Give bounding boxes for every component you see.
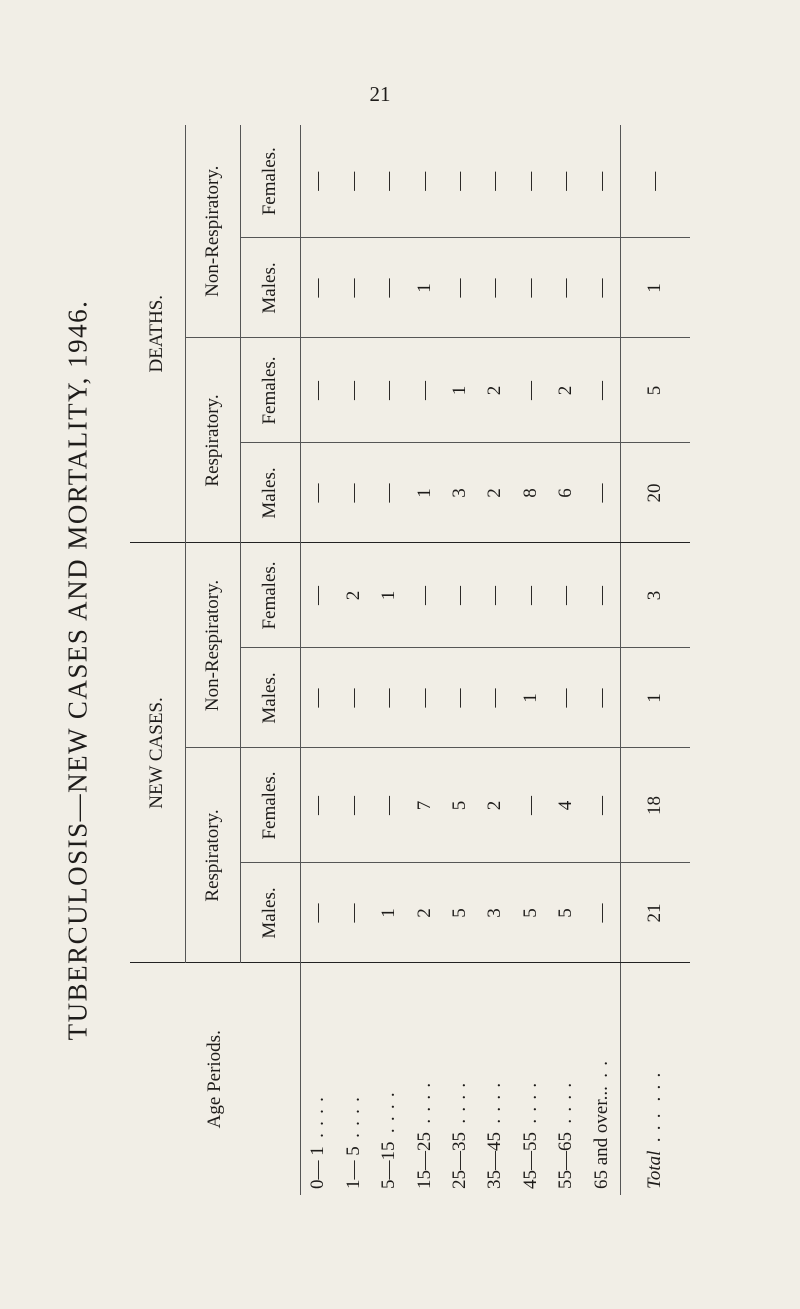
col-new-resp-males: Males. <box>240 863 300 963</box>
table-cell: — <box>584 748 620 863</box>
table-cell: — <box>548 648 583 748</box>
table-cell: — <box>442 543 477 648</box>
table-row: 15—25 .... 2 7 — — 1 — 1 — <box>407 125 442 1195</box>
table-cell: 2 <box>478 338 513 443</box>
table-cell: 1 <box>372 863 407 963</box>
table-cell: 1 <box>513 648 548 748</box>
table-row: 35—45 .... 3 2 — — 2 2 — — <box>478 125 513 1195</box>
col-new-nonresp-males: Males. <box>240 648 300 748</box>
table-cell: — <box>584 863 620 963</box>
table-cell: 5 <box>442 748 477 863</box>
table-cell: — <box>372 125 407 238</box>
table-cell: — <box>478 125 513 238</box>
table-cell: 3 <box>442 443 477 543</box>
table-cell: — <box>300 863 336 963</box>
age-period-label: 35—45 <box>484 1132 506 1189</box>
age-period-label: 1— 5 <box>342 1146 364 1189</box>
table-cell: — <box>584 338 620 443</box>
table-row: 1— 5 .... — — — 2 — — — — <box>336 125 371 1195</box>
col-deaths-nonresp-females: Females. <box>240 125 300 238</box>
table-cell: — <box>372 338 407 443</box>
total-label: Total <box>644 1150 666 1189</box>
table-cell: — <box>300 748 336 863</box>
table-cell: 5 <box>548 863 583 963</box>
table-cell: 2 <box>407 863 442 963</box>
table-cell: — <box>372 238 407 338</box>
table-cell: 1 <box>407 443 442 543</box>
table-cell: — <box>372 443 407 543</box>
col-deaths-nonresp-males: Males. <box>240 238 300 338</box>
table-row: 55—65 .... 5 4 — — 6 2 — — <box>548 125 583 1195</box>
table-cell: — <box>548 125 583 238</box>
table-cell: 2 <box>548 338 583 443</box>
table-row: 45—55 .... 5 — 1 — 8 — — — <box>513 125 548 1195</box>
table-cell: — <box>442 238 477 338</box>
table-row: 0— 1 .... — — — — — — — — <box>300 125 336 1195</box>
col-deaths-resp-males: Males. <box>240 443 300 543</box>
total-cell: 3 <box>620 543 690 648</box>
age-period-label: 25—35 <box>448 1132 470 1189</box>
table-cell: 2 <box>478 748 513 863</box>
table-cell: — <box>372 648 407 748</box>
table-cell: — <box>442 125 477 238</box>
table-cell: — <box>478 238 513 338</box>
table-cell: 7 <box>407 748 442 863</box>
table-cell: — <box>300 648 336 748</box>
page-number: 21 <box>369 82 391 106</box>
table-cell: — <box>513 338 548 443</box>
group-deaths: DEATHS. <box>130 125 185 543</box>
table-cell: 5 <box>513 863 548 963</box>
age-period-label: 55—65 <box>555 1132 577 1189</box>
table-cell: — <box>407 648 442 748</box>
table-row: 25—35 .... 5 5 — — 3 1 — — <box>442 125 477 1195</box>
table-cell: 1 <box>407 238 442 338</box>
table-cell: 5 <box>442 863 477 963</box>
table-cell: — <box>513 238 548 338</box>
table-cell: — <box>336 443 371 543</box>
rotated-table <box>130 125 690 1195</box>
table-cell: — <box>584 543 620 648</box>
table-cell: — <box>584 125 620 238</box>
total-row: Total ... ... 21 18 1 3 20 5 1 — <box>620 125 690 1195</box>
total-cell: 20 <box>620 443 690 543</box>
table-cell: — <box>513 748 548 863</box>
table-cell: — <box>548 543 583 648</box>
age-period-label: 15—25 <box>413 1132 435 1189</box>
age-period-label: 5—15 <box>378 1141 400 1189</box>
table-cell: — <box>407 338 442 443</box>
age-period-label: 45—55 <box>519 1132 541 1189</box>
total-cell: 21 <box>620 863 690 963</box>
table-cell: — <box>513 125 548 238</box>
table-cell: — <box>584 238 620 338</box>
col-new-resp-females: Females. <box>240 748 300 863</box>
table-cell: — <box>336 238 371 338</box>
table-cell: 8 <box>513 443 548 543</box>
col-new-nonresp-females: Females. <box>240 543 300 648</box>
total-cell: 5 <box>620 338 690 443</box>
table-cell: 2 <box>336 543 371 648</box>
total-cell: 18 <box>620 748 690 863</box>
table-cell: — <box>336 338 371 443</box>
table-cell: — <box>442 648 477 748</box>
age-period-label: 0— 1 <box>307 1146 329 1189</box>
table-cell: — <box>584 648 620 748</box>
subgroup-new-respiratory: Respiratory. <box>185 748 240 963</box>
table-cell: — <box>548 238 583 338</box>
table-cell: — <box>478 543 513 648</box>
table-cell: — <box>372 748 407 863</box>
table-cell: — <box>407 543 442 648</box>
tuberculosis-table <box>130 125 690 1195</box>
subgroup-deaths-respiratory: Respiratory. <box>185 338 240 543</box>
table-row: 5—15 .... 1 — — 1 — — — — <box>372 125 407 1195</box>
table-cell: — <box>336 863 371 963</box>
group-new-cases: NEW CASES. <box>130 543 185 963</box>
total-cell: — <box>620 125 690 238</box>
total-cell: 1 <box>620 648 690 748</box>
table-cell: 3 <box>478 863 513 963</box>
table-cell: — <box>336 748 371 863</box>
table-cell: — <box>300 543 336 648</box>
table-cell: — <box>300 125 336 238</box>
page-title: TUBERCULOSIS—NEW CASES AND MORTALITY, 1946. <box>62 299 93 1041</box>
subgroup-deaths-non-respiratory: Non-Respiratory. <box>185 125 240 338</box>
table-cell: 1 <box>372 543 407 648</box>
table-cell: — <box>513 543 548 648</box>
table-cell: 4 <box>548 748 583 863</box>
table-cell: 2 <box>478 443 513 543</box>
col-deaths-resp-females: Females. <box>240 338 300 443</box>
table-cell: — <box>584 443 620 543</box>
table-cell: — <box>407 125 442 238</box>
total-cell: 1 <box>620 238 690 338</box>
table-cell: — <box>300 443 336 543</box>
table-cell: — <box>300 238 336 338</box>
table-cell: 1 <box>442 338 477 443</box>
age-period-label: 65 and over... <box>590 1086 612 1189</box>
table-cell: — <box>336 648 371 748</box>
table-cell: 6 <box>548 443 583 543</box>
subgroup-new-non-respiratory: Non-Respiratory. <box>185 543 240 748</box>
table-cell: — <box>300 338 336 443</box>
table-cell: — <box>336 125 371 238</box>
table-cell: — <box>478 648 513 748</box>
table-row: 65 and over... .. — — — — — — — — <box>584 125 620 1195</box>
age-periods-header: Age Periods. <box>130 963 300 1195</box>
